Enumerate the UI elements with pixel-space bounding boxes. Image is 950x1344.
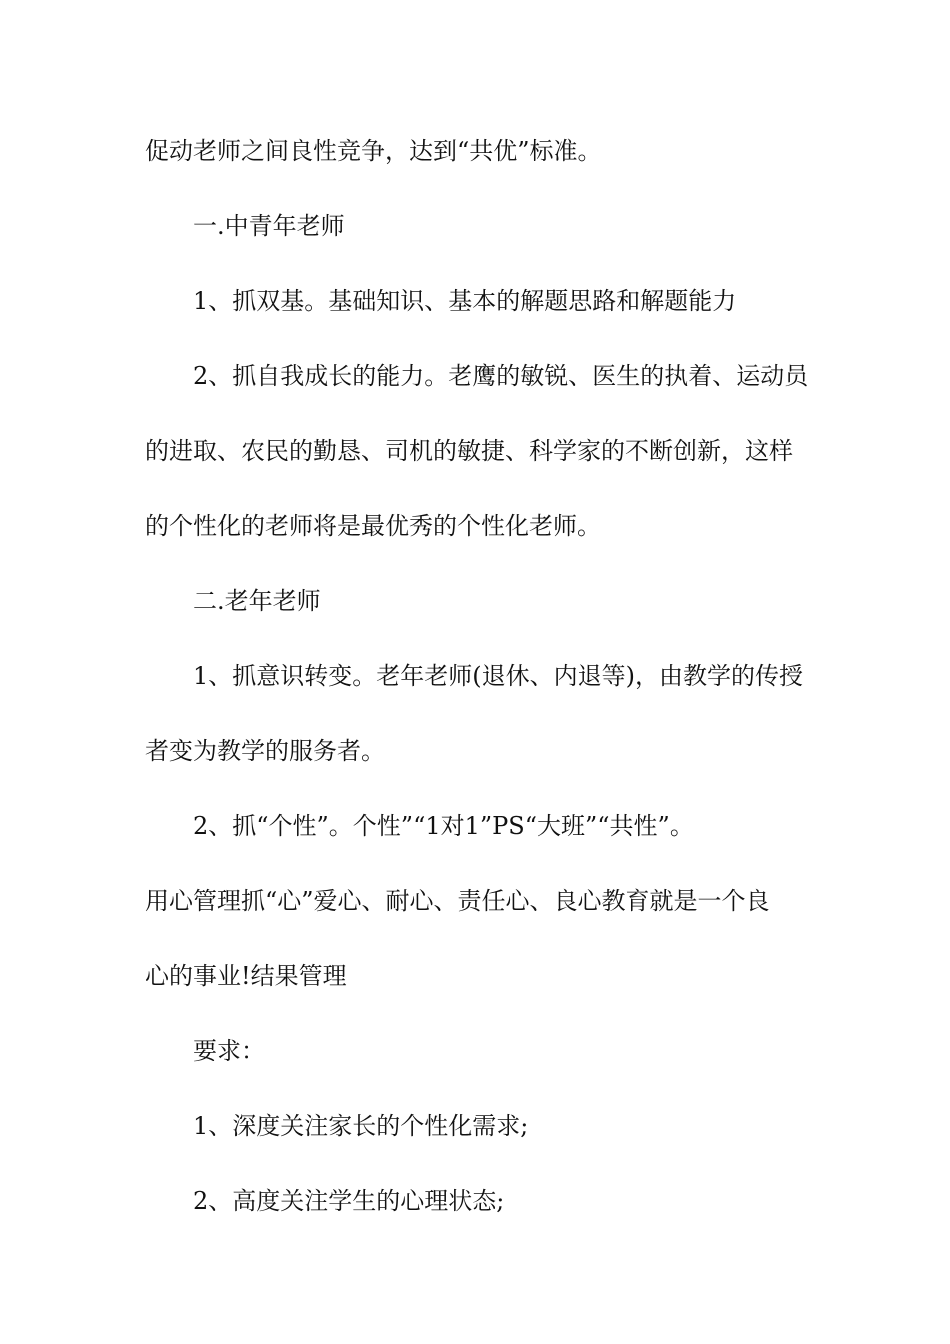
list-item: 2、抓自我成长的能力。老鹰的敏锐、医生的执着、运动员 xyxy=(193,362,809,390)
list-item: 2、抓“个性”。个性”“1对1”PS“大班”“共性”。 xyxy=(193,812,694,840)
requirements-heading: 要求： xyxy=(193,1037,265,1065)
section-heading: 二.老年老师 xyxy=(193,587,321,615)
section-heading: 一.中青年老师 xyxy=(193,212,345,240)
list-item: 2、高度关注学生的心理状态; xyxy=(193,1187,505,1215)
list-item: 1、抓双基。基础知识、基本的解题思路和解题能力 xyxy=(193,287,737,315)
paragraph-line: 促动老师之间良性竞争，达到“共优”标准。 xyxy=(145,137,602,165)
paragraph-line: 用心管理抓“心”爱心、耐心、责任心、良心教育就是一个良 xyxy=(145,887,770,915)
paragraph-line: 心的事业!结果管理 xyxy=(145,962,347,990)
list-item: 1、深度关注家长的个性化需求; xyxy=(193,1112,529,1140)
paragraph-line: 的进取、农民的勤恳、司机的敏捷、科学家的不断创新，这样 xyxy=(145,437,793,465)
paragraph-line: 的个性化的老师将是最优秀的个性化老师。 xyxy=(145,512,601,540)
paragraph-line: 者变为教学的服务者。 xyxy=(145,737,385,765)
list-item: 1、抓意识转变。老年老师(退休、内退等)，由教学的传授 xyxy=(193,662,803,690)
